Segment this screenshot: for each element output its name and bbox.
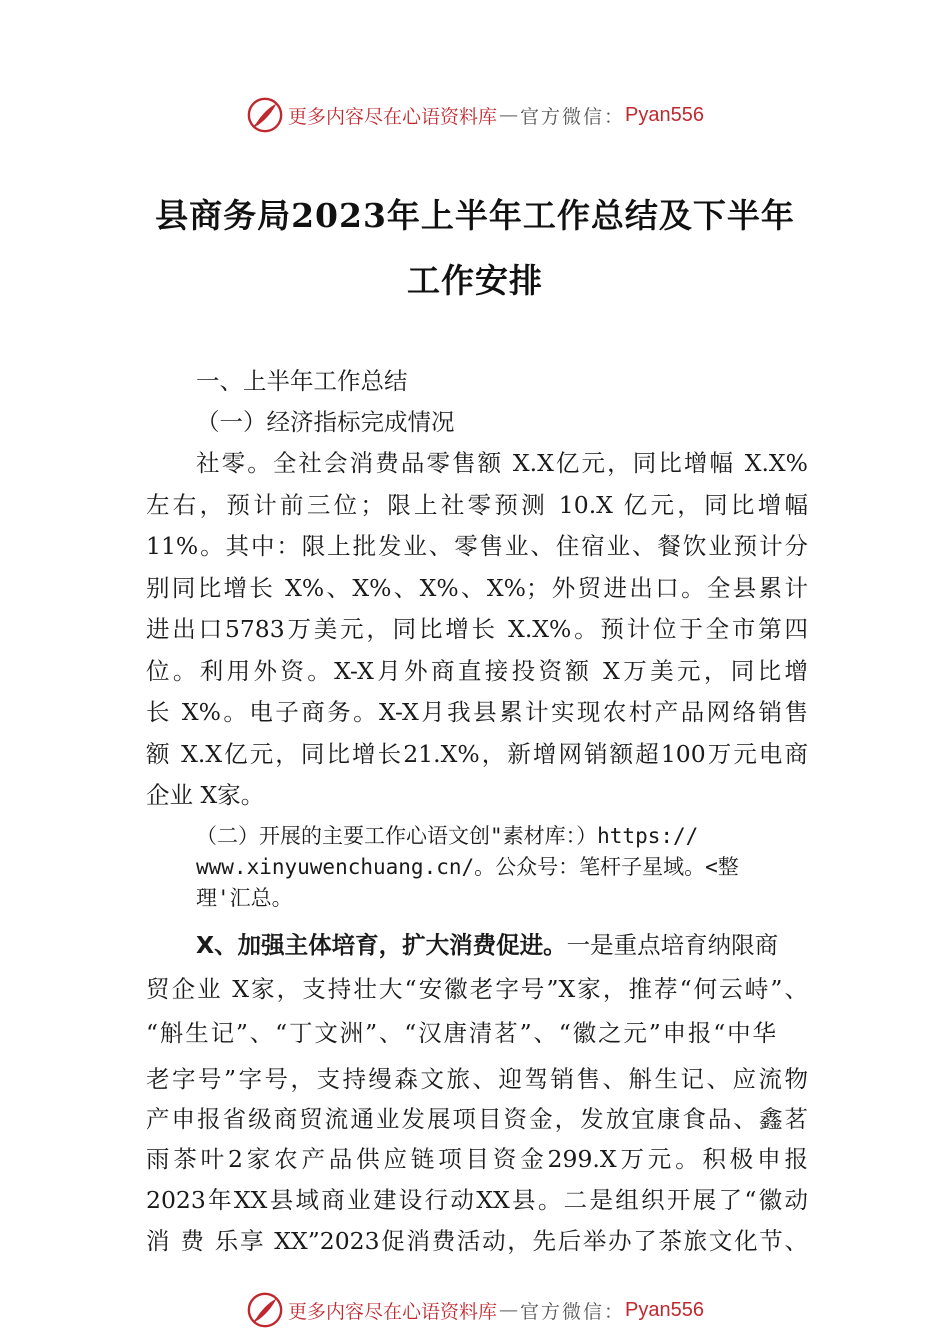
banner-wechat-id: Pyan556 — [625, 1298, 704, 1321]
paragraph-1-line: 企业 X家。 — [146, 781, 265, 809]
paragraph-2-line: 产申报省级商贸流通业发展项目资金，发放宜康食品、鑫茗 — [146, 1105, 808, 1133]
banner-text: 更多内容尽在心语资料库 — [288, 1300, 498, 1323]
paragraph-2-line: 贸企业 X家，支持壮大“安徽老字号”X家，推荐“何云峙”、 — [146, 975, 808, 1003]
banner-text: 更多内容尽在心语资料库 — [288, 105, 498, 128]
paragraph-2-lead: X、加强主体培育，扩大消费促进。 — [196, 931, 567, 959]
paragraph-1-line: 进出口5783万美元，同比增长 X.X%。预计位于全市第四 — [146, 615, 808, 643]
paragraph-1-line: 社零。全社会消费品零售额 X.X亿元，同比增幅 X.X% — [196, 449, 808, 477]
banner-wechat-label: 官方微信： — [520, 105, 626, 128]
banner-dash: — — [499, 1299, 519, 1321]
paragraph-1-line: 左右，预计前三位；限上社零预测 10.X 亿元，同比增幅 — [146, 491, 808, 519]
paragraph-2-line: 雨茶叶2家农产品供应链项目资金299.X万元。积极申报 — [146, 1145, 808, 1173]
quill-logo-icon — [246, 96, 284, 134]
paragraph-1-line: 长 X%。电子商务。X-X月我县累计实现农村产品网络销售 — [146, 698, 808, 726]
paragraph-2-line: 消 费 乐享 XX”2023促消费活动，先后举办了茶旅文化节、 — [146, 1227, 808, 1255]
section-heading-1: 一、上半年工作总结 — [196, 367, 408, 395]
paragraph-1-line: 额 X.X亿元，同比增长21.X%，新增网销额超100万元电商 — [146, 740, 808, 768]
paragraph-2-first-line — [196, 926, 778, 960]
subsection-heading-1: （一）经济指标完成情况 — [196, 408, 455, 436]
paragraph-2-line: 老字号”字号，支持缦森文旅、迎驾销售、斛生记、应流物 — [146, 1065, 808, 1093]
subsection-heading-2-line: 理'汇总。 — [196, 886, 293, 910]
paragraph-1-line: 11%。其中：限上批发业、零售业、住宿业、餐饮业预计分 — [146, 532, 808, 560]
paragraph-2-line: 2023年XX县域商业建设行动XX县。二是组织开展了“徽动 — [146, 1186, 808, 1214]
banner-wechat-label: 官方微信： — [520, 1300, 626, 1323]
header-banner — [0, 95, 950, 135]
document-title-line-1: 县商务局2023年上半年工作总结及下半年 — [155, 196, 795, 235]
paragraph-2-line: “斛生记”、“丁文洲”、“汉唐清茗”、“徽之元”申报“中华 — [146, 1019, 776, 1047]
quill-logo-icon — [246, 1291, 284, 1329]
paragraph-1-line: 位。利用外资。X-X月外商直接投资额 X万美元，同比增 — [146, 657, 808, 685]
subsection-heading-2-line: （二）开展的主要工作心语文创"素材库：）https:// — [196, 824, 699, 848]
paragraph-2-first-rest: 一是重点培育纳限商 — [566, 931, 779, 959]
subsection-heading-2-line: www.xinyuwenchuang.cn/。公众号：笔杆子星域。<整 — [196, 855, 739, 879]
banner-wechat-id: Pyan556 — [625, 103, 704, 126]
banner-dash: — — [499, 104, 519, 126]
footer-banner — [0, 1290, 950, 1330]
document-title-line-2: 工作安排 — [407, 261, 543, 300]
paragraph-1-line: 别同比增长 X%、X%、X%、X%；外贸进出口。全县累计 — [146, 574, 808, 602]
